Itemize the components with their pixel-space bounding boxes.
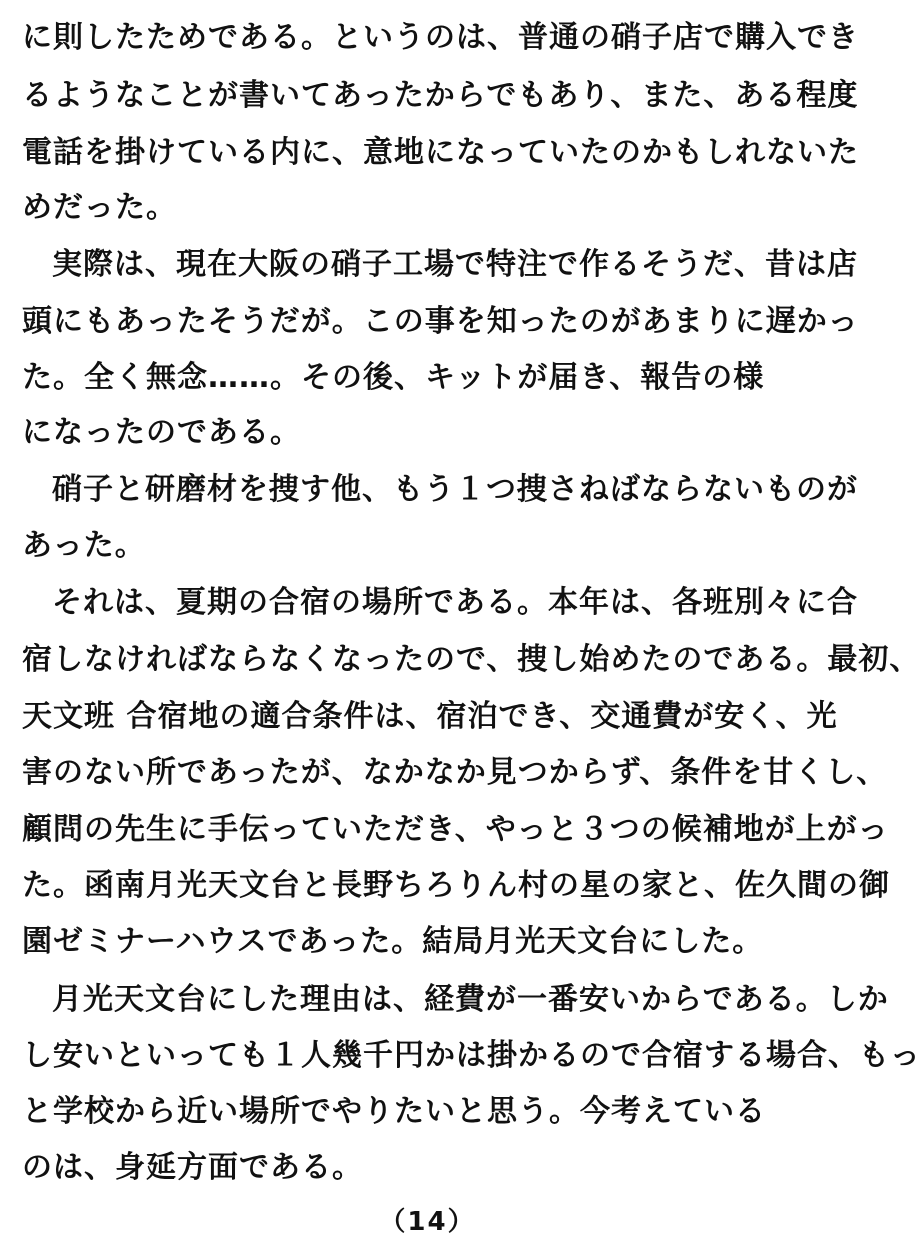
text-line: と学校から近い場所でやりたいと思う。今考えている — [22, 1094, 766, 1129]
text-line: あった。 — [22, 528, 146, 563]
text-line: めだった。 — [22, 190, 177, 225]
text-line: 硝子と研磨材を捜す他、もう１つ捜さねばならないものが — [52, 472, 858, 507]
text-line: し安いといっても１人幾千円かは掛かるので合宿する場合、もっ — [22, 1038, 921, 1073]
text-line: 顧問の先生に手伝っていただき、やっと３つの候補地が上がっ — [22, 812, 889, 847]
text-line: 害のない所であったが、なかなか見つからず、条件を甘くし、 — [22, 755, 888, 790]
text-line: に則したためである。というのは、普通の硝子店で購入でき — [22, 20, 859, 55]
text-line: 頭にもあったそうだが。この事を知ったのがあまりに遅かっ — [22, 304, 859, 339]
text-line: た。函南月光天文台と長野ちろりん村の星の家と、佐久間の御 — [22, 868, 890, 903]
text-line: 月光天文台にした理由は、経費が一番安いからである。しか — [52, 982, 889, 1017]
text-line: た。全く無念……。その後、キットが届き、報告の様 — [22, 360, 765, 395]
text-line: 実際は、現在大阪の硝子工場で特注で作るそうだ、昔は店 — [52, 247, 858, 282]
text-line: るようなことが書いてあったからでもあり、また、ある程度 — [22, 78, 859, 113]
text-line: 天文班 合宿地の適合条件は、宿泊でき、交通費が安く、光 — [22, 699, 838, 734]
text-line: 電話を掛けている内に、意地になっていたのかもしれないた — [22, 135, 859, 170]
page-number: （14） — [379, 1207, 476, 1237]
text-line: のは、身延方面である。 — [22, 1150, 363, 1185]
text-line: 園ゼミナーハウスであった。結局月光天文台にした。 — [22, 924, 764, 959]
text-line: それは、夏期の合宿の場所である。本年は、各班別々に合 — [52, 585, 858, 620]
text-line: になったのである。 — [22, 415, 301, 450]
text-line: 宿しなければならなくなったので、捜し始めたのである。最初、 — [22, 642, 921, 677]
